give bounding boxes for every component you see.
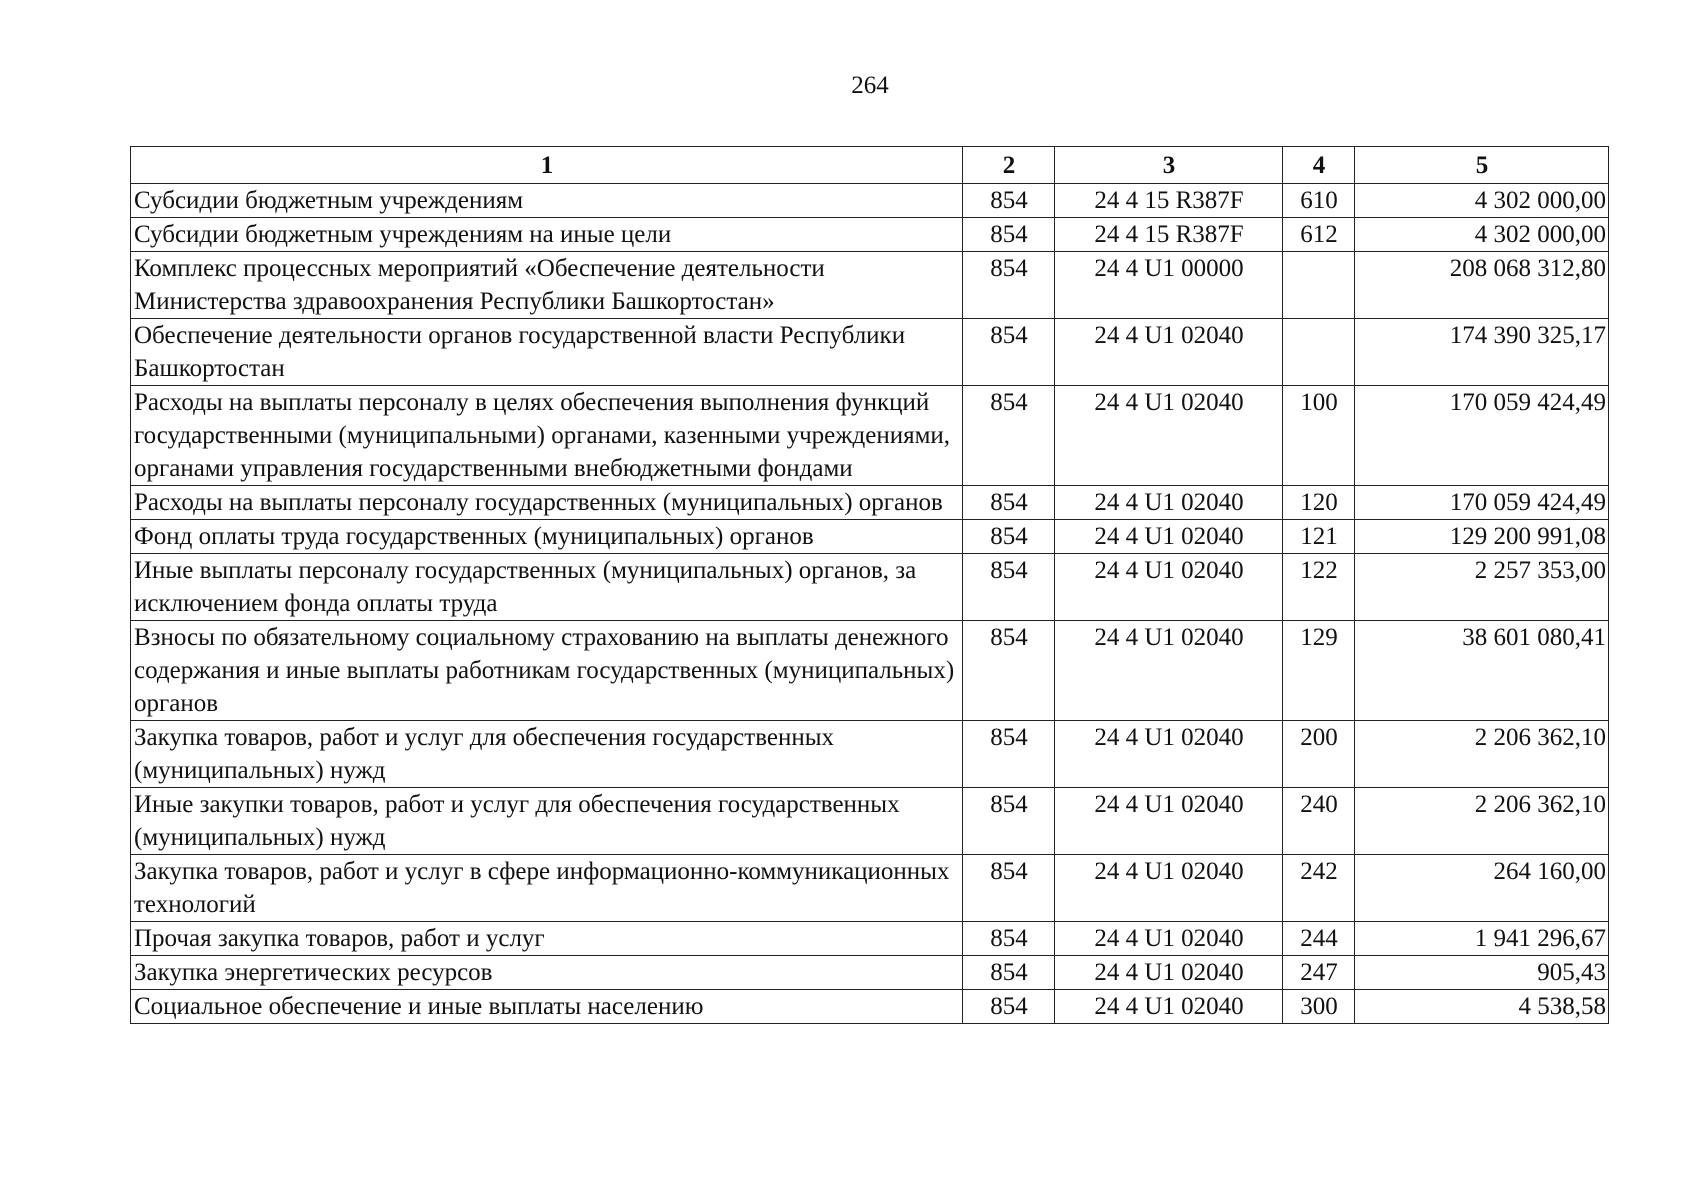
row-target-cell: 24 4 U1 02040 [1055, 855, 1283, 922]
table-row [131, 184, 1609, 218]
row-expense-cell: 244 [1283, 922, 1355, 956]
row-expense-cell [1283, 319, 1355, 386]
row-code-cell: 854 [963, 922, 1055, 956]
row-expense-cell: 100 [1283, 386, 1355, 486]
row-code-cell: 854 [963, 319, 1055, 386]
row-code-cell: 854 [963, 486, 1055, 520]
row-target-cell: 24 4 U1 02040 [1055, 788, 1283, 855]
table-row [131, 956, 1609, 990]
row-amount-cell: 129 200 991,08 [1355, 520, 1609, 554]
row-name-cell: Иные закупки товаров, работ и услуг для обеспечения государственных (муниципальных) нужд [131, 788, 963, 855]
row-amount-cell: 170 059 424,49 [1355, 386, 1609, 486]
row-expense-cell: 200 [1283, 721, 1355, 788]
table-row [131, 520, 1609, 554]
row-expense-cell: 240 [1283, 788, 1355, 855]
table-row [131, 386, 1609, 486]
row-target-cell: 24 4 U1 00000 [1055, 252, 1283, 319]
row-name-cell: Закупка товаров, работ и услуг для обеспечения государственных (муниципальных) нужд [131, 721, 963, 788]
row-expense-cell: 122 [1283, 554, 1355, 621]
row-target-cell: 24 4 15 R387F [1055, 184, 1283, 218]
row-expense-cell: 610 [1283, 184, 1355, 218]
header-col-1: 1 [131, 147, 963, 184]
row-target-cell: 24 4 U1 02040 [1055, 486, 1283, 520]
row-name-cell: Фонд оплаты труда государственных (муниципальных) органов [131, 520, 963, 554]
table-body [131, 184, 1609, 1024]
table-row [131, 621, 1609, 721]
row-target-cell: 24 4 U1 02040 [1055, 990, 1283, 1024]
row-target-cell: 24 4 U1 02040 [1055, 621, 1283, 721]
header-col-5: 5 [1355, 147, 1609, 184]
row-expense-cell: 242 [1283, 855, 1355, 922]
row-target-cell: 24 4 U1 02040 [1055, 956, 1283, 990]
row-code-cell: 854 [963, 554, 1055, 621]
row-name-cell: Взносы по обязательному социальному страхованию на выплаты денежного содержания и иные выплаты работникам государственных (муниципальных) органов [131, 621, 963, 721]
table-row [131, 252, 1609, 319]
row-name-cell: Субсидии бюджетным учреждениям на иные цели [131, 218, 963, 252]
table-row [131, 554, 1609, 621]
budget-table [130, 146, 1609, 1024]
row-amount-cell: 4 302 000,00 [1355, 218, 1609, 252]
row-name-cell: Закупка товаров, работ и услуг в сфере информационно-коммуникационных технологий [131, 855, 963, 922]
row-name-cell: Субсидии бюджетным учреждениям [131, 184, 963, 218]
header-col-2: 2 [963, 147, 1055, 184]
table-row [131, 486, 1609, 520]
table-row [131, 319, 1609, 386]
row-amount-cell: 2 257 353,00 [1355, 554, 1609, 621]
row-amount-cell: 2 206 362,10 [1355, 788, 1609, 855]
table-row [131, 721, 1609, 788]
row-name-cell: Закупка энергетических ресурсов [131, 956, 963, 990]
row-expense-cell: 247 [1283, 956, 1355, 990]
row-target-cell: 24 4 U1 02040 [1055, 922, 1283, 956]
row-target-cell: 24 4 U1 02040 [1055, 554, 1283, 621]
page-number: 264 [851, 72, 889, 99]
row-amount-cell: 174 390 325,17 [1355, 319, 1609, 386]
row-expense-cell: 129 [1283, 621, 1355, 721]
row-amount-cell: 905,43 [1355, 956, 1609, 990]
row-expense-cell: 300 [1283, 990, 1355, 1024]
row-code-cell: 854 [963, 990, 1055, 1024]
row-amount-cell: 2 206 362,10 [1355, 721, 1609, 788]
table-header-row [131, 147, 1609, 184]
row-target-cell: 24 4 U1 02040 [1055, 319, 1283, 386]
row-name-cell: Прочая закупка товаров, работ и услуг [131, 922, 963, 956]
row-target-cell: 24 4 U1 02040 [1055, 721, 1283, 788]
table-row [131, 922, 1609, 956]
row-expense-cell: 612 [1283, 218, 1355, 252]
row-target-cell: 24 4 15 R387F [1055, 218, 1283, 252]
row-amount-cell: 4 538,58 [1355, 990, 1609, 1024]
row-code-cell: 854 [963, 956, 1055, 990]
header-col-3: 3 [1055, 147, 1283, 184]
row-target-cell: 24 4 U1 02040 [1055, 520, 1283, 554]
row-amount-cell: 170 059 424,49 [1355, 486, 1609, 520]
table-row [131, 855, 1609, 922]
row-amount-cell: 1 941 296,67 [1355, 922, 1609, 956]
row-amount-cell: 4 302 000,00 [1355, 184, 1609, 218]
header-col-4: 4 [1283, 147, 1355, 184]
row-code-cell: 854 [963, 855, 1055, 922]
row-name-cell: Расходы на выплаты персоналу государственных (муниципальных) органов [131, 486, 963, 520]
row-name-cell: Иные выплаты персоналу государственных (муниципальных) органов, за исключением фонда оплаты труда [131, 554, 963, 621]
row-amount-cell: 208 068 312,80 [1355, 252, 1609, 319]
row-expense-cell [1283, 252, 1355, 319]
row-expense-cell: 120 [1283, 486, 1355, 520]
row-code-cell: 854 [963, 184, 1055, 218]
row-code-cell: 854 [963, 520, 1055, 554]
table-row [131, 788, 1609, 855]
row-target-cell: 24 4 U1 02040 [1055, 386, 1283, 486]
row-name-cell: Социальное обеспечение и иные выплаты населению [131, 990, 963, 1024]
row-code-cell: 854 [963, 218, 1055, 252]
row-code-cell: 854 [963, 621, 1055, 721]
table-row [131, 990, 1609, 1024]
row-name-cell: Комплекс процессных мероприятий «Обеспечение деятельности Министерства здравоохранения Республики Башкортостан» [131, 252, 963, 319]
row-code-cell: 854 [963, 721, 1055, 788]
table-row [131, 218, 1609, 252]
row-code-cell: 854 [963, 252, 1055, 319]
row-amount-cell: 264 160,00 [1355, 855, 1609, 922]
row-name-cell: Расходы на выплаты персоналу в целях обеспечения выполнения функций государственными (муниципальными) органами, казенными учреждениями, органами управления государственными внебюджетными фондами [131, 386, 963, 486]
row-code-cell: 854 [963, 386, 1055, 486]
row-expense-cell: 121 [1283, 520, 1355, 554]
row-amount-cell: 38 601 080,41 [1355, 621, 1609, 721]
row-name-cell: Обеспечение деятельности органов государственной власти Республики Башкортостан [131, 319, 963, 386]
row-code-cell: 854 [963, 788, 1055, 855]
